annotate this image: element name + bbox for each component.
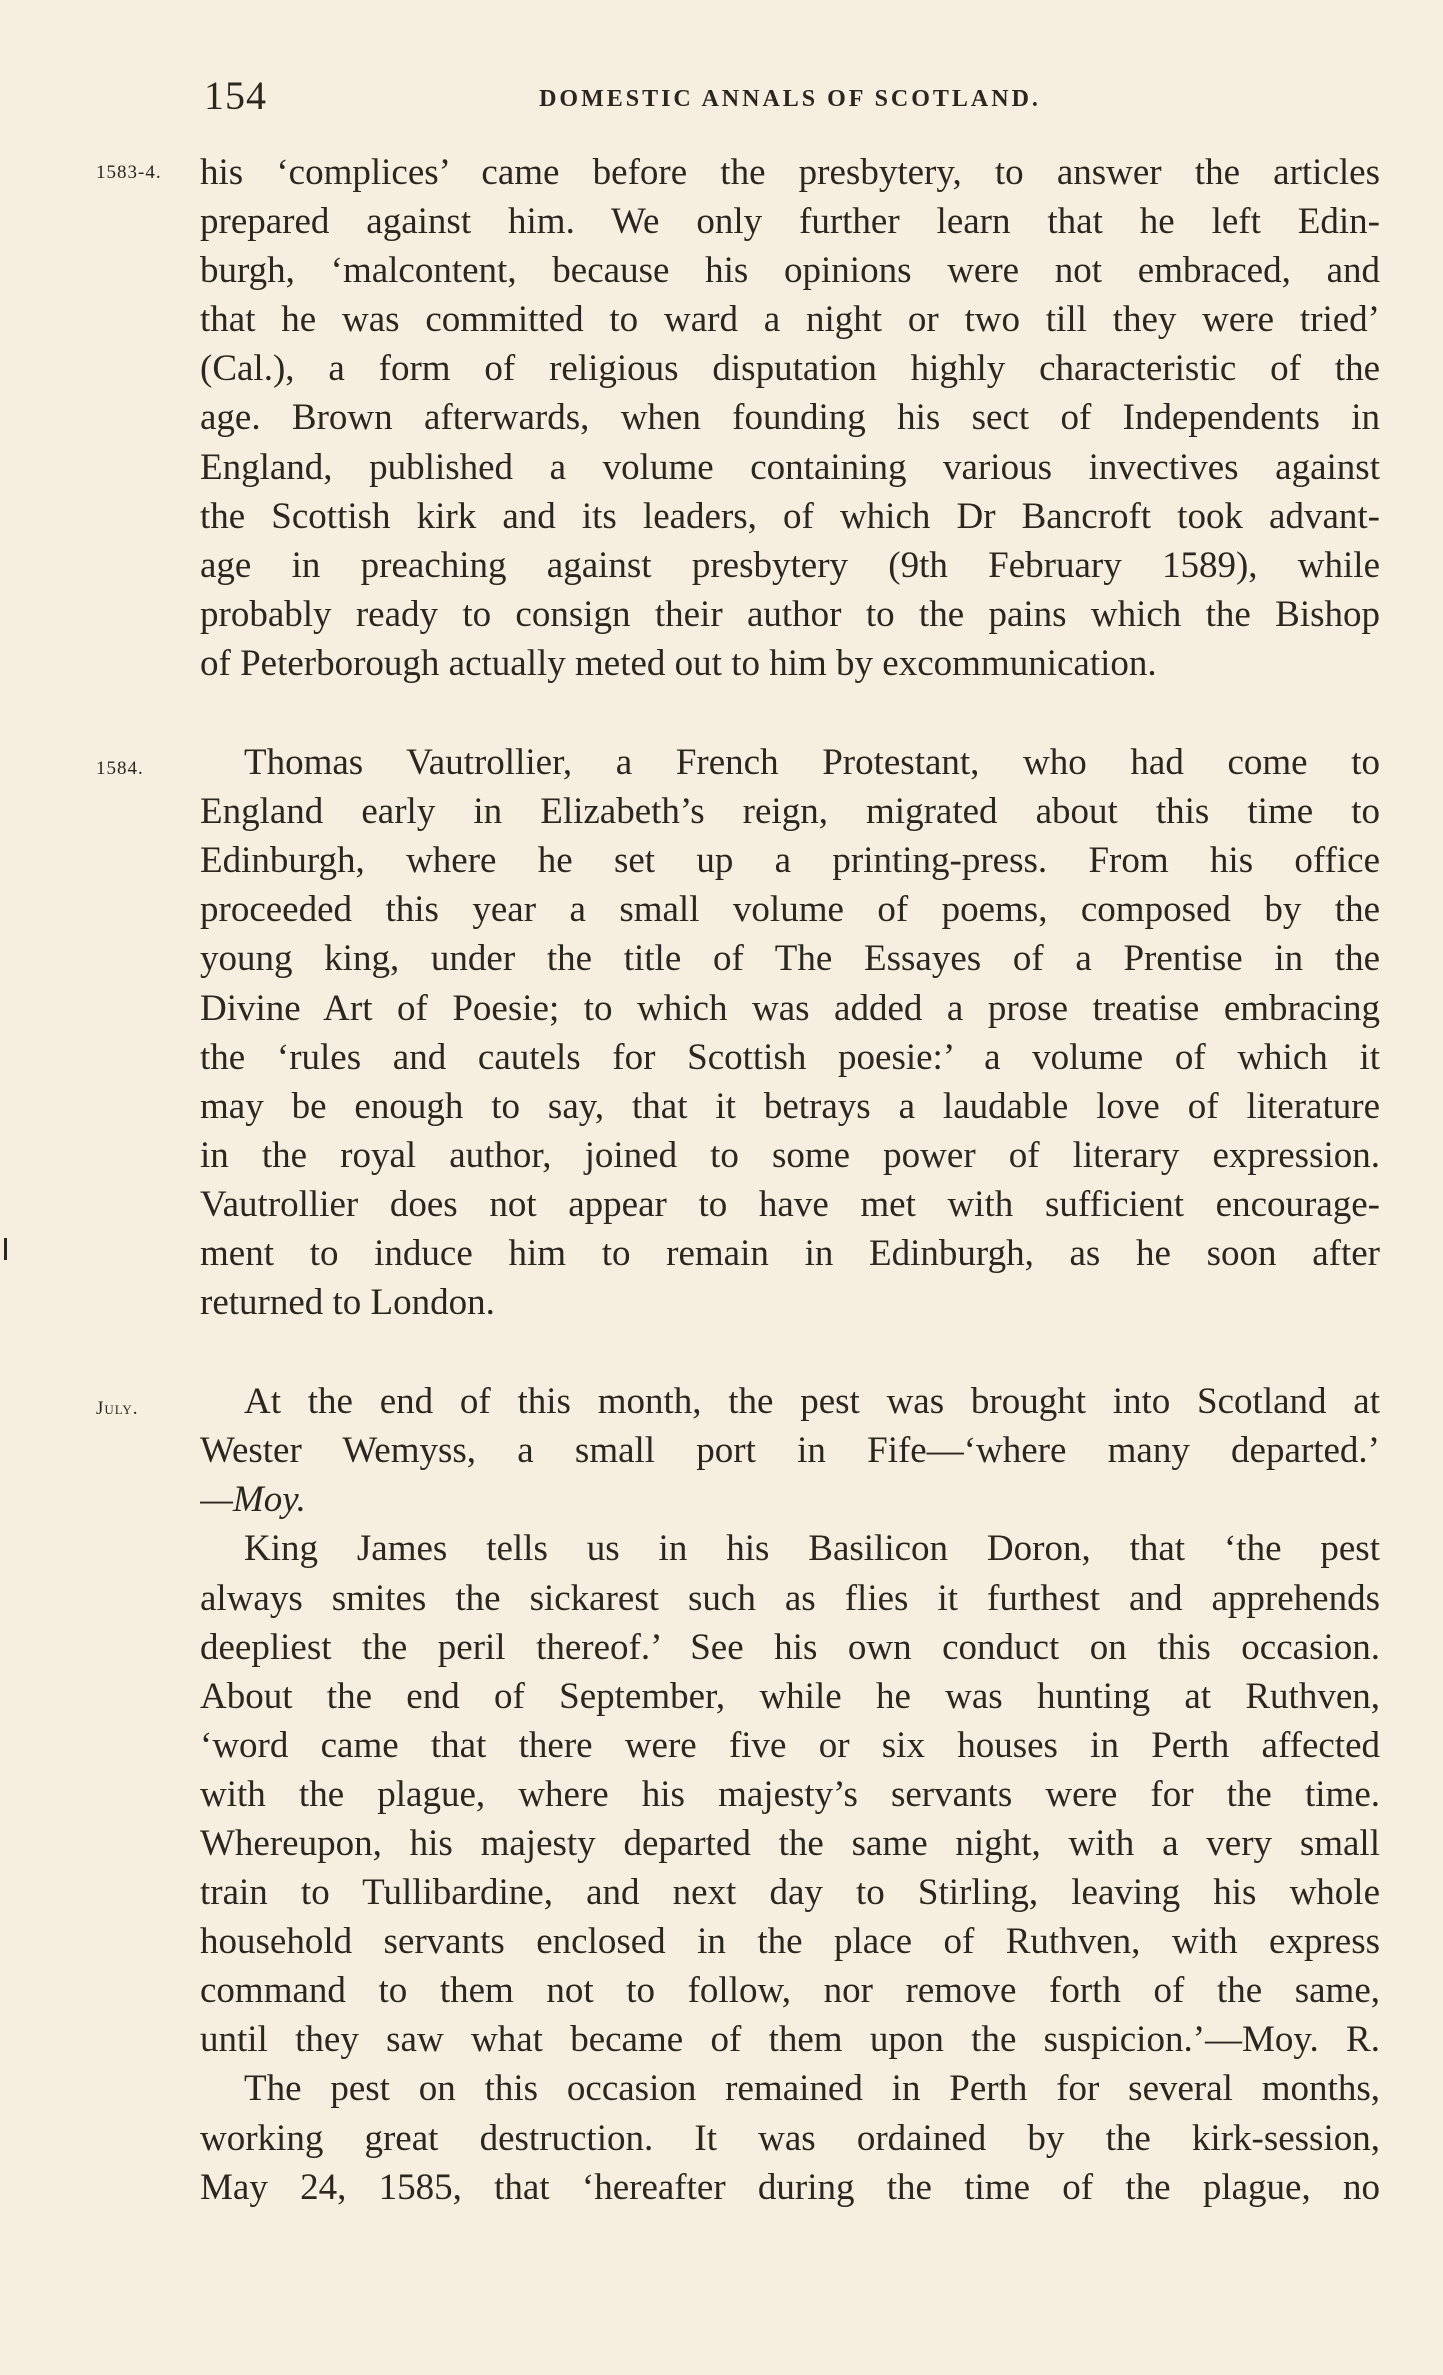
text-line: his ‘complices’ came before the presbytery, to answer the articles	[200, 152, 1380, 193]
running-title: DOMESTIC ANNALS OF SCOTLAND.	[539, 86, 1041, 112]
text-line: the ‘rules and cautels for Scottish poesie:’ a volume of which it	[200, 1036, 1380, 1078]
text-line: Wester Wemyss, a small port in Fife—‘where many departed.’	[200, 1430, 1380, 1472]
text-line: with the plague, where his majesty’s servants were for the time.	[200, 1773, 1380, 1815]
text-line: burgh, ‘malcontent, because his opinions were not embraced, and	[200, 250, 1380, 292]
text-line: that he was committed to ward a night or two till they were tried’	[200, 299, 1380, 341]
text-line: King James tells us in his Basilicon Doron, that ‘the pest	[244, 1528, 1380, 1570]
text-line: ‘word came that there were five or six houses in Perth affected	[200, 1724, 1380, 1766]
paragraph-pest-perth	[200, 2064, 1380, 2211]
text-line: May 24, 1585, that ‘hereafter during the time of the plague, no	[200, 2166, 1380, 2208]
text-line: Divine Art of Poesie; to which was added a prose treatise embracing	[200, 987, 1380, 1029]
paragraph-vautrollier	[200, 738, 1380, 1327]
text-line: the Scottish kirk and its leaders, of which Dr Bancroft took advant-	[200, 495, 1380, 537]
text-line: probably ready to consign their author to the pains which the Bishop	[200, 593, 1380, 635]
text-line: always smites the sickarest such as flies it furthest and apprehends	[200, 1577, 1380, 1619]
text-line: of Peterborough actually meted out to him by excommunication.	[200, 642, 1157, 684]
text-line: proceeded this year a small volume of poems, composed by the	[200, 889, 1380, 931]
margin-date-1583-4: 1583-4.	[96, 162, 162, 183]
text-line: At the end of this month, the pest was brought into Scotland at	[244, 1381, 1380, 1423]
text-line: About the end of September, while he was hunting at Ruthven,	[200, 1675, 1380, 1717]
text-line: working great destruction. It was ordained by the kirk-session,	[200, 2117, 1380, 2159]
margin-date-july: July.	[96, 1398, 139, 1419]
margin-date-1584: 1584.	[96, 758, 144, 779]
text-line: The pest on this occasion remained in Perth for several months,	[244, 2068, 1380, 2110]
text-line: —Moy.	[200, 1479, 306, 1521]
text-line: Whereupon, his majesty departed the same night, with a very small	[200, 1823, 1380, 1864]
paragraph-pest-arrival	[200, 1377, 1380, 1524]
text-line: in the royal author, joined to some power of literary expression.	[200, 1134, 1380, 1176]
text-line: young king, under the title of The Essayes of a Prentise in the	[200, 938, 1380, 980]
text-line: England, published a volume containing various invectives against	[200, 446, 1380, 488]
text-line: Edinburgh, where he set up a printing-press. From his office	[200, 840, 1380, 882]
text-line: deepliest the peril thereof.’ See his own conduct on this occasion.	[200, 1626, 1380, 1668]
page-number: 154	[204, 73, 267, 118]
text-line: age. Brown afterwards, when founding his sect of Independents in	[200, 397, 1380, 439]
text-line: command to them not to follow, nor remove forth of the same,	[200, 1970, 1380, 2012]
text-line: until they saw what became of them upon the suspicion.’—Moy. R.	[200, 2019, 1380, 2061]
text-line: England early in Elizabeth’s reign, migrated about this time to	[200, 791, 1380, 833]
paragraph-king-james	[200, 1524, 1380, 2064]
text-line: may be enough to say, that it betrays a laudable love of literature	[200, 1085, 1380, 1127]
page-header	[200, 72, 1380, 122]
margin-mark	[4, 1238, 7, 1260]
paragraph-complices	[200, 148, 1380, 688]
body-text	[200, 148, 1380, 2212]
text-line: (Cal.), a form of religious disputation highly characteristic of the	[200, 348, 1380, 390]
text-line: train to Tullibardine, and next day to Stirling, leaving his whole	[200, 1872, 1380, 1914]
text-line: ment to induce him to remain in Edinburgh, as he soon after	[200, 1232, 1380, 1274]
text-line: Thomas Vautrollier, a French Protestant, who had come to	[244, 742, 1380, 784]
text-line: Vautrollier does not appear to have met with sufficient encourage-	[200, 1183, 1380, 1225]
text-line: prepared against him. We only further learn that he left Edin-	[200, 201, 1380, 243]
text-line: household servants enclosed in the place of Ruthven, with express	[200, 1921, 1380, 1963]
text-line: age in preaching against presbytery (9th February 1589), while	[200, 544, 1380, 586]
text-line: returned to London.	[200, 1282, 495, 1324]
